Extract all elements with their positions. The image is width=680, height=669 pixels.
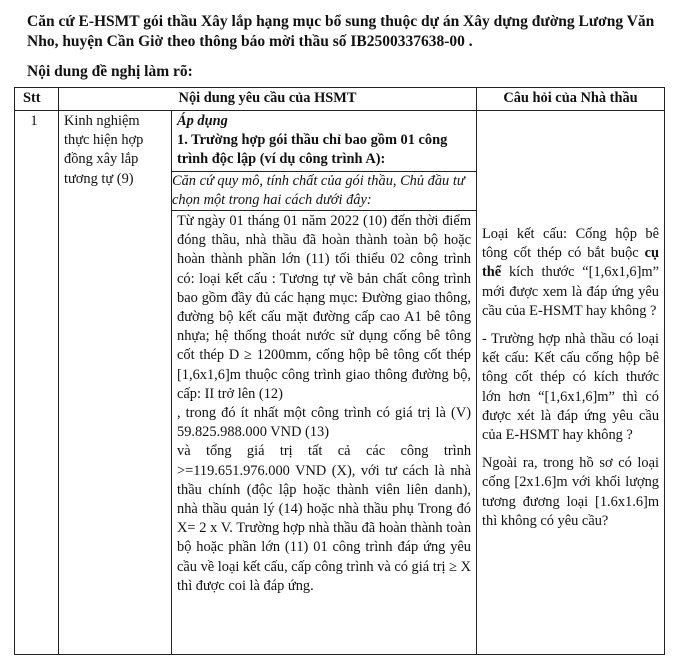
requirement-text-3: và tổng giá trị tất cả các công trình >=119.651.976.000 VND (X), với tư cách là nhà thầu chính (độc lập hoặc thành viên liên danh), nhà thầu quản lý (14) hoặc nhà thầu phụ Trong đó X= 2 x V. Trường hợp nhà thầu đã hoàn thành toàn bộ hoặc phần lớn (11) 01 công trình đáp ứng yêu cầu về loại kết cấu, cấp công trình và có giá trị ≥ X thì được coi là đáp ứng. — [177, 443, 472, 594]
requirement-cell — [172, 111, 477, 655]
criterion-text: Kinh nghiệm thực hiện hợp đồng xây lắp tương tự (9) — [64, 113, 144, 187]
header-question: Câu hỏi của Nhà thầu — [477, 88, 665, 111]
case-title: 1. Trường hợp gói thầu chỉ bao gồm 01 công trình độc lập (ví dụ công trình A): — [177, 132, 448, 168]
intro-paragraph: Căn cứ E-HSMT gói thầu Xây lắp hạng mục bổ sung thuộc dự án Xây dựng đường Lương Văn Nho, huyện Cần Giờ theo thông báo mời thầu số IB2500337638-00 . — [27, 13, 655, 50]
criterion-cell — [59, 111, 172, 655]
question-cell — [477, 111, 665, 655]
requirement-text-2: , trong đó ít nhất một công trình có giá trị là (V) 59.825.988.000 VND (13) — [177, 405, 472, 441]
header-stt: Stt — [15, 88, 59, 111]
clarification-table — [14, 87, 665, 655]
requirement-text-1: Từ ngày 01 tháng 01 năm 2022 (10) đến thời điểm đóng thầu, nhà thầu đã hoàn thành toàn bộ hoặc hoàn thành phần lớn (11) tối thiểu 02 công trình có: loại kết cấu : Tương tự về bản chất công trình bao gồm đầy đủ các hạng mục: Đường giao thông, đường bộ kết cấu mặt đường cấp cao A1 bê tông nhựa; hệ thống thoát nước sử dụng cống bê tông cốt thép D ≥ 1200mm, cống hộp bê tông cốt thép [1,6x1,6]m thuộc công trình giao thông đường bộ, cấp: II trở lên (12) — [177, 213, 472, 402]
table-header-row — [15, 88, 665, 111]
apply-label: Áp dụng — [177, 113, 228, 129]
emphasis-specific: cụ thể — [482, 245, 660, 281]
header-requirement: Nội dung yêu cầu của HSMT — [59, 88, 477, 111]
question-3: Ngoài ra, trong hồ sơ có loại cống [2x1.6]m với khối lượng tương đương loại [1.6x1.6]m thì không có yêu cầu? — [482, 455, 660, 529]
row-stt — [15, 111, 59, 655]
table-row — [15, 111, 665, 655]
stt-value: 1 — [30, 113, 38, 129]
question-2: - Trường hợp nhà thầu có loại kết cấu: Kết cấu cống hộp bê tông cốt thép có kích thước lớn hơn “[1,6x1,6]m” thì có được xét là đáp ứng yêu cầu của E-HSMT hay không ? — [482, 331, 660, 444]
question-1: Loại kết cấu: Cống hộp bê tông cốt thép có bắt buộc cụ thể kích thước “[1,6x1,6]m” mới được xem là đáp ứng yêu cầu của E-HSMT hay không ? — [482, 226, 660, 319]
section-subheading: Nội dung đề nghị làm rõ: — [27, 63, 193, 80]
selection-note: Căn cứ quy mô, tính chất của gói thầu, Chủ đầu tư chọn một trong hai cách dưới đây: — [172, 172, 465, 208]
